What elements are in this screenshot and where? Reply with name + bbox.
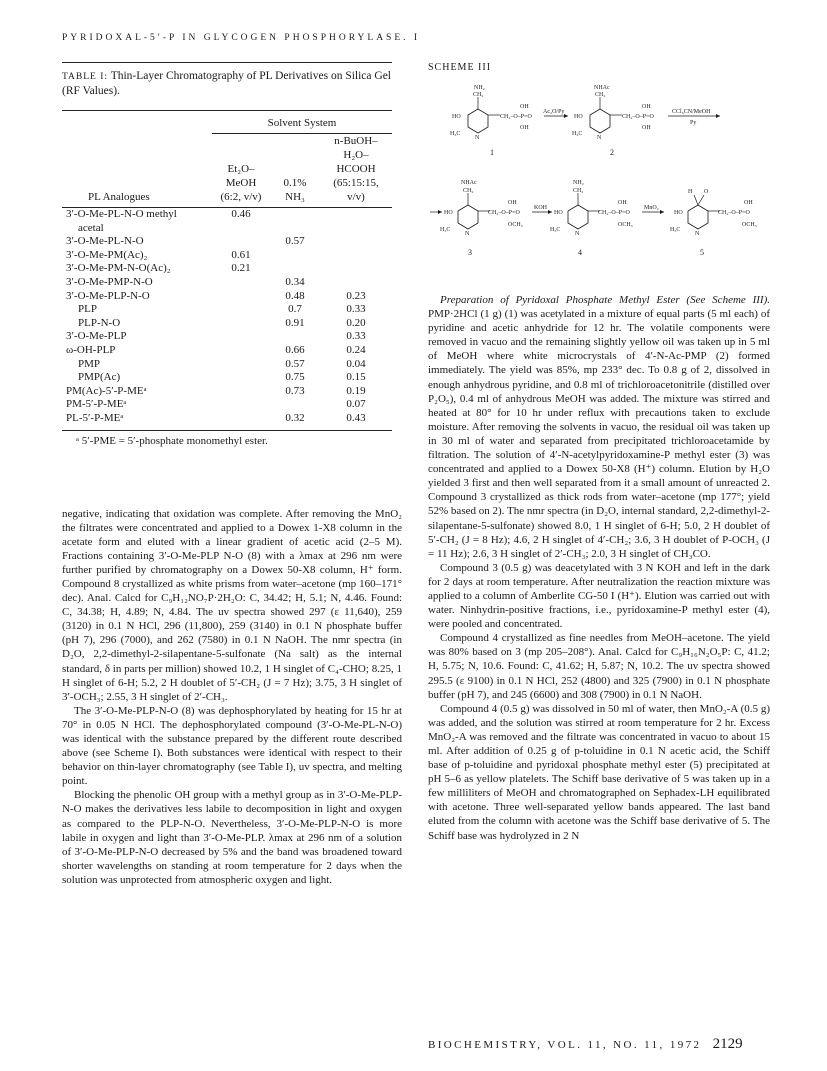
- rf-et2o-meoh: 0.46: [231, 208, 251, 220]
- c3-och3: OCH₃: [508, 222, 523, 228]
- analogue-name: 3′-O-Me-PMP-N-O: [66, 275, 153, 288]
- col-header-line: NH₃: [285, 191, 305, 203]
- compound-4-structure: [550, 180, 633, 237]
- c4-n: N: [575, 231, 580, 237]
- c1-nh2: NH₂: [474, 85, 485, 91]
- rf-buoh: [320, 222, 392, 236]
- page-footer: [428, 1036, 743, 1053]
- analogue-name: ω-OH-PLP: [66, 343, 116, 356]
- table-row: [62, 208, 392, 222]
- rf-nh3: [270, 262, 320, 276]
- analogue-name: PMP: [78, 357, 101, 370]
- c4-oh: OH: [618, 200, 627, 206]
- analogue-name: 3′-O-Me-PM-N-O(Ac)₂: [66, 262, 171, 275]
- c5-och3: OCH₃: [742, 222, 757, 228]
- c1-n: N: [475, 135, 480, 141]
- rf-et2o-meoh: [212, 385, 270, 399]
- compound-number-3: 3: [468, 248, 472, 257]
- analogue-name: 3′-O-Me-PLP: [66, 330, 127, 343]
- c1-oh-top: OH: [520, 104, 529, 110]
- reagent-py: Py: [690, 120, 697, 126]
- table-row: [62, 249, 392, 263]
- c3-oh: OH: [508, 200, 517, 206]
- rf-et2o-meoh: [212, 222, 270, 236]
- rf-buoh: 0.04: [346, 357, 366, 370]
- table-header-row: [62, 134, 392, 208]
- table-row: [62, 222, 392, 236]
- reagent-mno2: MnO₂: [644, 205, 659, 211]
- col-header-et2o-meoh: [212, 134, 270, 208]
- c2-ch2: CH₂: [595, 92, 606, 98]
- rf-nh3: 0.57: [285, 235, 305, 248]
- c4-ch2: CH₂: [573, 188, 584, 194]
- body-paragraph: Blocking the phenolic OH group with a methyl group as in 3′-O-Me-PLP-N-O makes the derivatives less labile to decomposition in light and oxygen as compared to the PLP-N-O. Nevertheless, 3′-O-Me-PLP-N-O is more labile in oxygen and light than 3′-O-Me-PLP. λmax at 296 nm of a solution of 3′-O-Me-PLP-N-O decreased by 5% and the band was broadened toward shorter wavelengths on standing at room temperature for 2 days when the solution was unprotected from atmospheric oxygen and light.: [62, 789, 402, 886]
- analogue-name: 3′-O-Me-PLP-N-O: [66, 289, 150, 302]
- rf-buoh: [320, 235, 392, 249]
- paragraph-text: Compound 4 (0.5 g) was dissolved in 50 ml of water, then MnO₂-A (0.5 g) was added, and the solution was stirred at room temperature for 2 hr. Excess MnO₂-A was removed and the filtrate was concentrated in vacuo to about 15 ml. After addition of 0.25 g of p-toluidine in 0.1 N acetic acid, the Schiff base of p-toluidine and pyridoxal phosphate methyl ester (5) precipitated at pH 5–6 as yellow platelets. The Schiff base derivative of 5 was taken up in a few milliliters of MeOH and chromatographed on Sephadex-LH equilibrated with acetone. Three well-separated yellow bands appeared. The last band eluted from the column with acetone was the Schiff base derivative of 5. The Schiff base was hydrolyzed in 2 N: [428, 702, 770, 842]
- table-row: [62, 344, 392, 358]
- c3-n: N: [465, 231, 470, 237]
- compound-3-structure: [440, 180, 523, 237]
- analogue-name: PL-5′-P-MEᵃ: [62, 412, 212, 430]
- rf-et2o-meoh: [212, 317, 270, 331]
- col-header-line: (6:2, v/v): [220, 191, 262, 203]
- rf-et2o-meoh: 0.61: [231, 248, 251, 261]
- journal-citation: BIOCHEMISTRY, VOL. 11, NO. 11, 1972: [428, 1039, 702, 1051]
- c3-h3c: H₃C: [440, 227, 451, 233]
- rf-buoh: 0.20: [346, 316, 366, 329]
- paragraph-text: Compound 4 crystallized as fine needles from MeOH–acetone. The yield was 80% based on 3 (mp 205–208°). Anal. Calcd for C₉H₁₆N₂O₅P: C, 41.2; H, 5.75; N, 10.6. Found: C, 41.62; H, 5.87; N, 10.2. The uv spectra showed 295.5 (ε 9100) in 0.1 N HCl, 252 (4800) and 325 (7900) in 0.1 N phosphate buffer (pH 7), and 245 (6600) and 308 (7900) in 0.1 N NaOH.: [428, 632, 770, 701]
- c4-chain: CH₂–O–P=O: [598, 210, 630, 216]
- body-paragraph: [428, 561, 770, 631]
- col-header-nh3: [270, 134, 320, 208]
- c3-ho: HO: [444, 210, 453, 216]
- rf-et2o-meoh: [212, 290, 270, 304]
- table-row: [62, 303, 392, 317]
- c2-ho: HO: [574, 114, 583, 120]
- col-header-line: MeOH: [225, 177, 257, 189]
- rf-nh3: 0.32: [270, 412, 320, 430]
- rf-buoh: 0.23: [346, 289, 366, 302]
- c3-chain: CH₂–O–P=O: [488, 210, 520, 216]
- table-row: [62, 398, 392, 412]
- rf-nh3: 0.91: [285, 316, 305, 329]
- col-header-line: HCOOH: [336, 163, 376, 175]
- rf-nh3: 0.48: [285, 289, 305, 302]
- table-row: [62, 412, 392, 430]
- analogue-name: PLP-N-O: [78, 316, 121, 329]
- c4-ho: HO: [554, 210, 563, 216]
- rf-buoh: 0.07: [346, 398, 366, 411]
- c2-nhac: NHAc: [594, 85, 610, 91]
- paragraph-text: Compound 3 (0.5 g) was deacetylated with 3 N KOH and left in the dark for 2 days at room temperature. After neutralization the reaction mixture was applied to a column of Amberlite CG-50 I (H⁺). Elution was carried out with water. Ninhydrin-positive fractions, i.e., pyridoxamine-P methyl ester (4), were pooled and concentrated.: [428, 561, 770, 631]
- rf-et2o-meoh: [212, 303, 270, 317]
- rf-nh3: 0.34: [285, 275, 305, 288]
- c2-oh-top: OH: [642, 104, 651, 110]
- compound-number-2: 2: [610, 148, 614, 157]
- rf-et2o-meoh: [212, 235, 270, 249]
- c5-h: H: [688, 189, 693, 195]
- c1-chain: CH₂–O–P=O: [500, 114, 532, 120]
- rf-et2o-meoh: [212, 344, 270, 358]
- rf-et2o-meoh: [212, 358, 270, 372]
- col-header-line: n-BuOH–: [334, 135, 378, 147]
- c4-nh2: NH₂: [573, 180, 584, 186]
- table-footnote: ᵃ 5′-PME = 5′-phosphate monomethyl ester.: [76, 434, 268, 447]
- table-top-rule: [62, 62, 392, 63]
- body-paragraph: [428, 702, 770, 843]
- rf-nh3: 0.73: [285, 384, 305, 397]
- rf-et2o-meoh: [212, 371, 270, 385]
- rf-buoh: [320, 208, 392, 222]
- rf-buoh: 0.15: [346, 371, 366, 384]
- reagent-koh: KOH: [534, 205, 547, 211]
- compound-2-structure: [572, 85, 654, 141]
- right-column: [428, 62, 770, 843]
- rf-nh3: 0.7: [288, 303, 302, 316]
- table-caption: [62, 69, 392, 98]
- rf-nh3: [270, 249, 320, 263]
- body-paragraph: The 3′-O-Me-PLP-N-O (8) was dephosphorylated by heating for 15 hr at 70° in 0.05 N HCl. The dephosphorylated compound (3′-O-Me-PL-N-O) was identical with the substance prepared by the different route described above (see Scheme I). Both substances were identical with respect to their behavior on thin-layer chromatography (see Table I), uv spectra, and melting point.: [62, 704, 402, 788]
- c1-ho: HO: [452, 114, 461, 120]
- analogue-name: 3′-O-Me-PL-N-O methyl: [66, 208, 177, 220]
- c5-h3c: H₃C: [670, 227, 681, 233]
- col-header-line: Et₂O–: [227, 163, 255, 175]
- rf-buoh: [320, 276, 392, 290]
- c1-oh-bot: OH: [520, 125, 529, 131]
- rf-nh3: 0.57: [285, 357, 305, 370]
- table-caption-text: Thin-Layer Chromatography of PL Derivatives on Silica Gel (RF Values).: [62, 70, 391, 97]
- c4-och3: OCH₃: [618, 222, 633, 228]
- table-row: [62, 358, 392, 372]
- analogue-name: acetal: [78, 221, 104, 234]
- col-header-line: H₂O–: [343, 149, 369, 161]
- left-column: [62, 62, 402, 887]
- table-row: [62, 371, 392, 385]
- rf-nh3: 0.75: [285, 371, 305, 384]
- tlc-table: [62, 110, 392, 431]
- rf-et2o-meoh: 0.21: [231, 262, 251, 275]
- col-header-line: (65:15:15,: [333, 177, 379, 189]
- running-head: PYRIDOXAL-5′-P IN GLYCOGEN PHOSPHORYLASE. I: [62, 33, 421, 43]
- table-row: [62, 276, 392, 290]
- compound-1-structure: [450, 85, 532, 141]
- col-header-line: PL Analogues: [88, 191, 150, 203]
- section-heading: Preparation of Pyridoxal Phosphate Methyl Ester (See Scheme III).: [440, 294, 770, 306]
- right-body-text: [428, 293, 770, 843]
- body-paragraph: negative, indicating that oxidation was complete. After removing the MnO₂ the filtrates were concentrated and applied to a Dowex 1-X8 column in the acetate form and eluted with a linear gradient of acetic acid (2–5 M). Fractions containing 3′-O-Me-PLP N-O (8) with a λmax at 296 nm were further purified by chromatography on a Dowex 50-X8 column, H⁺ form. Compound 8 crystallized as white prisms from water–acetone (mp 160–171° dec). Anal. Calcd for C₉H₁₂NO₇P·2H₂O: C, 34.42; H, 5.1; N, 4.46. Found: C, 34.38; H, 4.89; N, 4.84. The uv spectra showed 297 (ε 11,640), 259 (3120) in 0.1 N HCl, 296 (11,800), 259 (3140) in 0.1 N phosphate buffer (pH 7), 296 (7000), and 262 (7580) in 0.1 N NaOH. The nmr spectra (in D₂O, 2,2-dimethyl-2-silapentane-5-sulfonate (Na salt) as the internal standard, δ in parts per million) showed 10.2, 1 H singlet of C₄-CHO; 8.25, 1 H singlet of 6-H; 5.2, 2 H doublet of 5′-CH₂ (J = 7 Hz); 3.75, 3 H singlet of 3′-OCH₃; 2.55, 3 H singlet of 2′-CH₃.: [62, 507, 402, 703]
- rf-buoh: 0.24: [346, 343, 366, 356]
- table-row: [62, 235, 392, 249]
- table-row: [62, 385, 392, 399]
- c5-o: O: [704, 189, 709, 195]
- rf-nh3: [270, 398, 320, 412]
- left-body-text: [62, 507, 402, 888]
- c2-oh-bot: OH: [642, 125, 651, 131]
- c5-oh: OH: [744, 200, 753, 206]
- analogue-name: PM-5′-P-MEᵃ: [66, 398, 127, 411]
- rf-et2o-meoh: [212, 276, 270, 290]
- compound-number-4: 4: [578, 248, 582, 257]
- scheme-title: SCHEME III: [428, 62, 492, 73]
- rf-buoh: 0.33: [346, 303, 366, 316]
- col-header-line: v/v): [347, 191, 365, 203]
- c5-ho: HO: [674, 210, 683, 216]
- rf-buoh: [320, 249, 392, 263]
- scheme-diagram: [428, 75, 770, 271]
- rf-buoh: 0.19: [346, 384, 366, 397]
- rf-et2o-meoh: [212, 412, 270, 430]
- c1-h3c: H₃C: [450, 131, 461, 137]
- c2-h3c: H₃C: [572, 131, 583, 137]
- rf-et2o-meoh: [212, 330, 270, 344]
- table-tag: TABLE I:: [62, 72, 109, 82]
- c3-ch2: CH₂: [463, 188, 474, 194]
- rf-nh3: [270, 222, 320, 236]
- compound-number-5: 5: [700, 248, 704, 257]
- rf-buoh: [320, 262, 392, 276]
- rf-nh3: [270, 330, 320, 344]
- table-header-top: [62, 111, 392, 134]
- c2-n: N: [597, 135, 602, 141]
- c3-nhac: NHAc: [461, 180, 477, 186]
- reagent-ac2o-py: Ac₂O/Py: [543, 109, 565, 115]
- analogue-name: PLP: [78, 303, 97, 316]
- solvent-system-header: Solvent System: [212, 111, 392, 134]
- analogue-name: PM(Ac)-5′-P-MEᵃ: [66, 384, 147, 397]
- scheme-iii: [428, 62, 770, 271]
- analogue-name: 3′-O-Me-PM(Ac)₂: [66, 248, 148, 261]
- c5-chain: CH₂–O–P=O: [718, 210, 750, 216]
- col-header-line: 0.1%: [283, 177, 307, 189]
- rf-et2o-meoh: [212, 398, 270, 412]
- c5-n: N: [695, 231, 700, 237]
- rf-nh3: 0.66: [285, 343, 305, 356]
- analogue-name: 3′-O-Me-PL-N-O: [66, 235, 144, 248]
- body-paragraph: [428, 293, 770, 561]
- col-header-buoh: [320, 134, 392, 208]
- table-row: [62, 262, 392, 276]
- rf-buoh: 0.33: [346, 330, 366, 343]
- c4-h3c: H₃C: [550, 227, 561, 233]
- analogue-name: PMP(Ac): [78, 371, 121, 384]
- body-paragraph: [428, 631, 770, 701]
- compound-5-structure: [670, 189, 757, 237]
- table-row: [62, 290, 392, 304]
- col-header-analogues: [62, 134, 212, 208]
- reagent-ccl3cn: CCl₃CN/MeOH: [672, 109, 711, 115]
- table-row: [62, 317, 392, 331]
- c1-ch2: CH₂: [473, 92, 484, 98]
- rf-nh3: [270, 208, 320, 222]
- paragraph-text: PMP·2HCl (1 g) (1) was acetylated in a mixture of equal parts (5 ml each) of pyridine and acetic anhydride for 12 hr. The volatile components were removed in vacuo and the remaining slightly yellow oil was taken up in 5 ml of MeOH where white microcrystals of 4′-N-Ac-PMP (2) formed immediately. The yield was 85%, mp 233° dec. To 0.8 g of 2, dissolved in enough anhydrous pyridine, and 0.8 ml of trichloroacetonitrile (distilled over P₂O₅), 0.4 ml of anhydrous MeOH was added. The mixture was stirred and heated at 80° for 10 hr under reflux with precautions taken to exclude moisture. After removing the solvents in vacuo, the residual oil was taken up in 30 ml of water and separated from precipitated trichloroacetamide by filtration. The solution of 4′-N-acetylpyridoxamine-P methyl ester (3) was concentrated and applied to a Dowex 50-X8 (H⁺) column. Elution by H₂O yielded 3 first and then well separated from it a small amount of unreacted 2. Compound 3 crystallized as thick rods from water–acetone (mp 177°; yield 52% based on 2). The nmr spectra (in D₂O, internal standard, 2,2-dimethyl-2-silapentane-5-sulfonate) showed 8.0, 1 H singlet of 6-H; 5.0, 2 H doublet of 5′-CH₂ (J = 8 Hz); 4.6, 2 H singlet of 4′-CH₂; 3.6, 3 H doublet of P-OCH₃ (J = 11 Hz); 2.6, 3 H singlet of 2′-CH₃; 2.0, 3 H singlet of CH₃CO.: [428, 308, 770, 560]
- compound-number-1: 1: [490, 148, 494, 157]
- rf-buoh: 0.43: [320, 412, 392, 430]
- c2-chain: CH₂–O–P=O: [622, 114, 654, 120]
- page-number: 2129: [712, 1036, 743, 1052]
- table-row: [62, 330, 392, 344]
